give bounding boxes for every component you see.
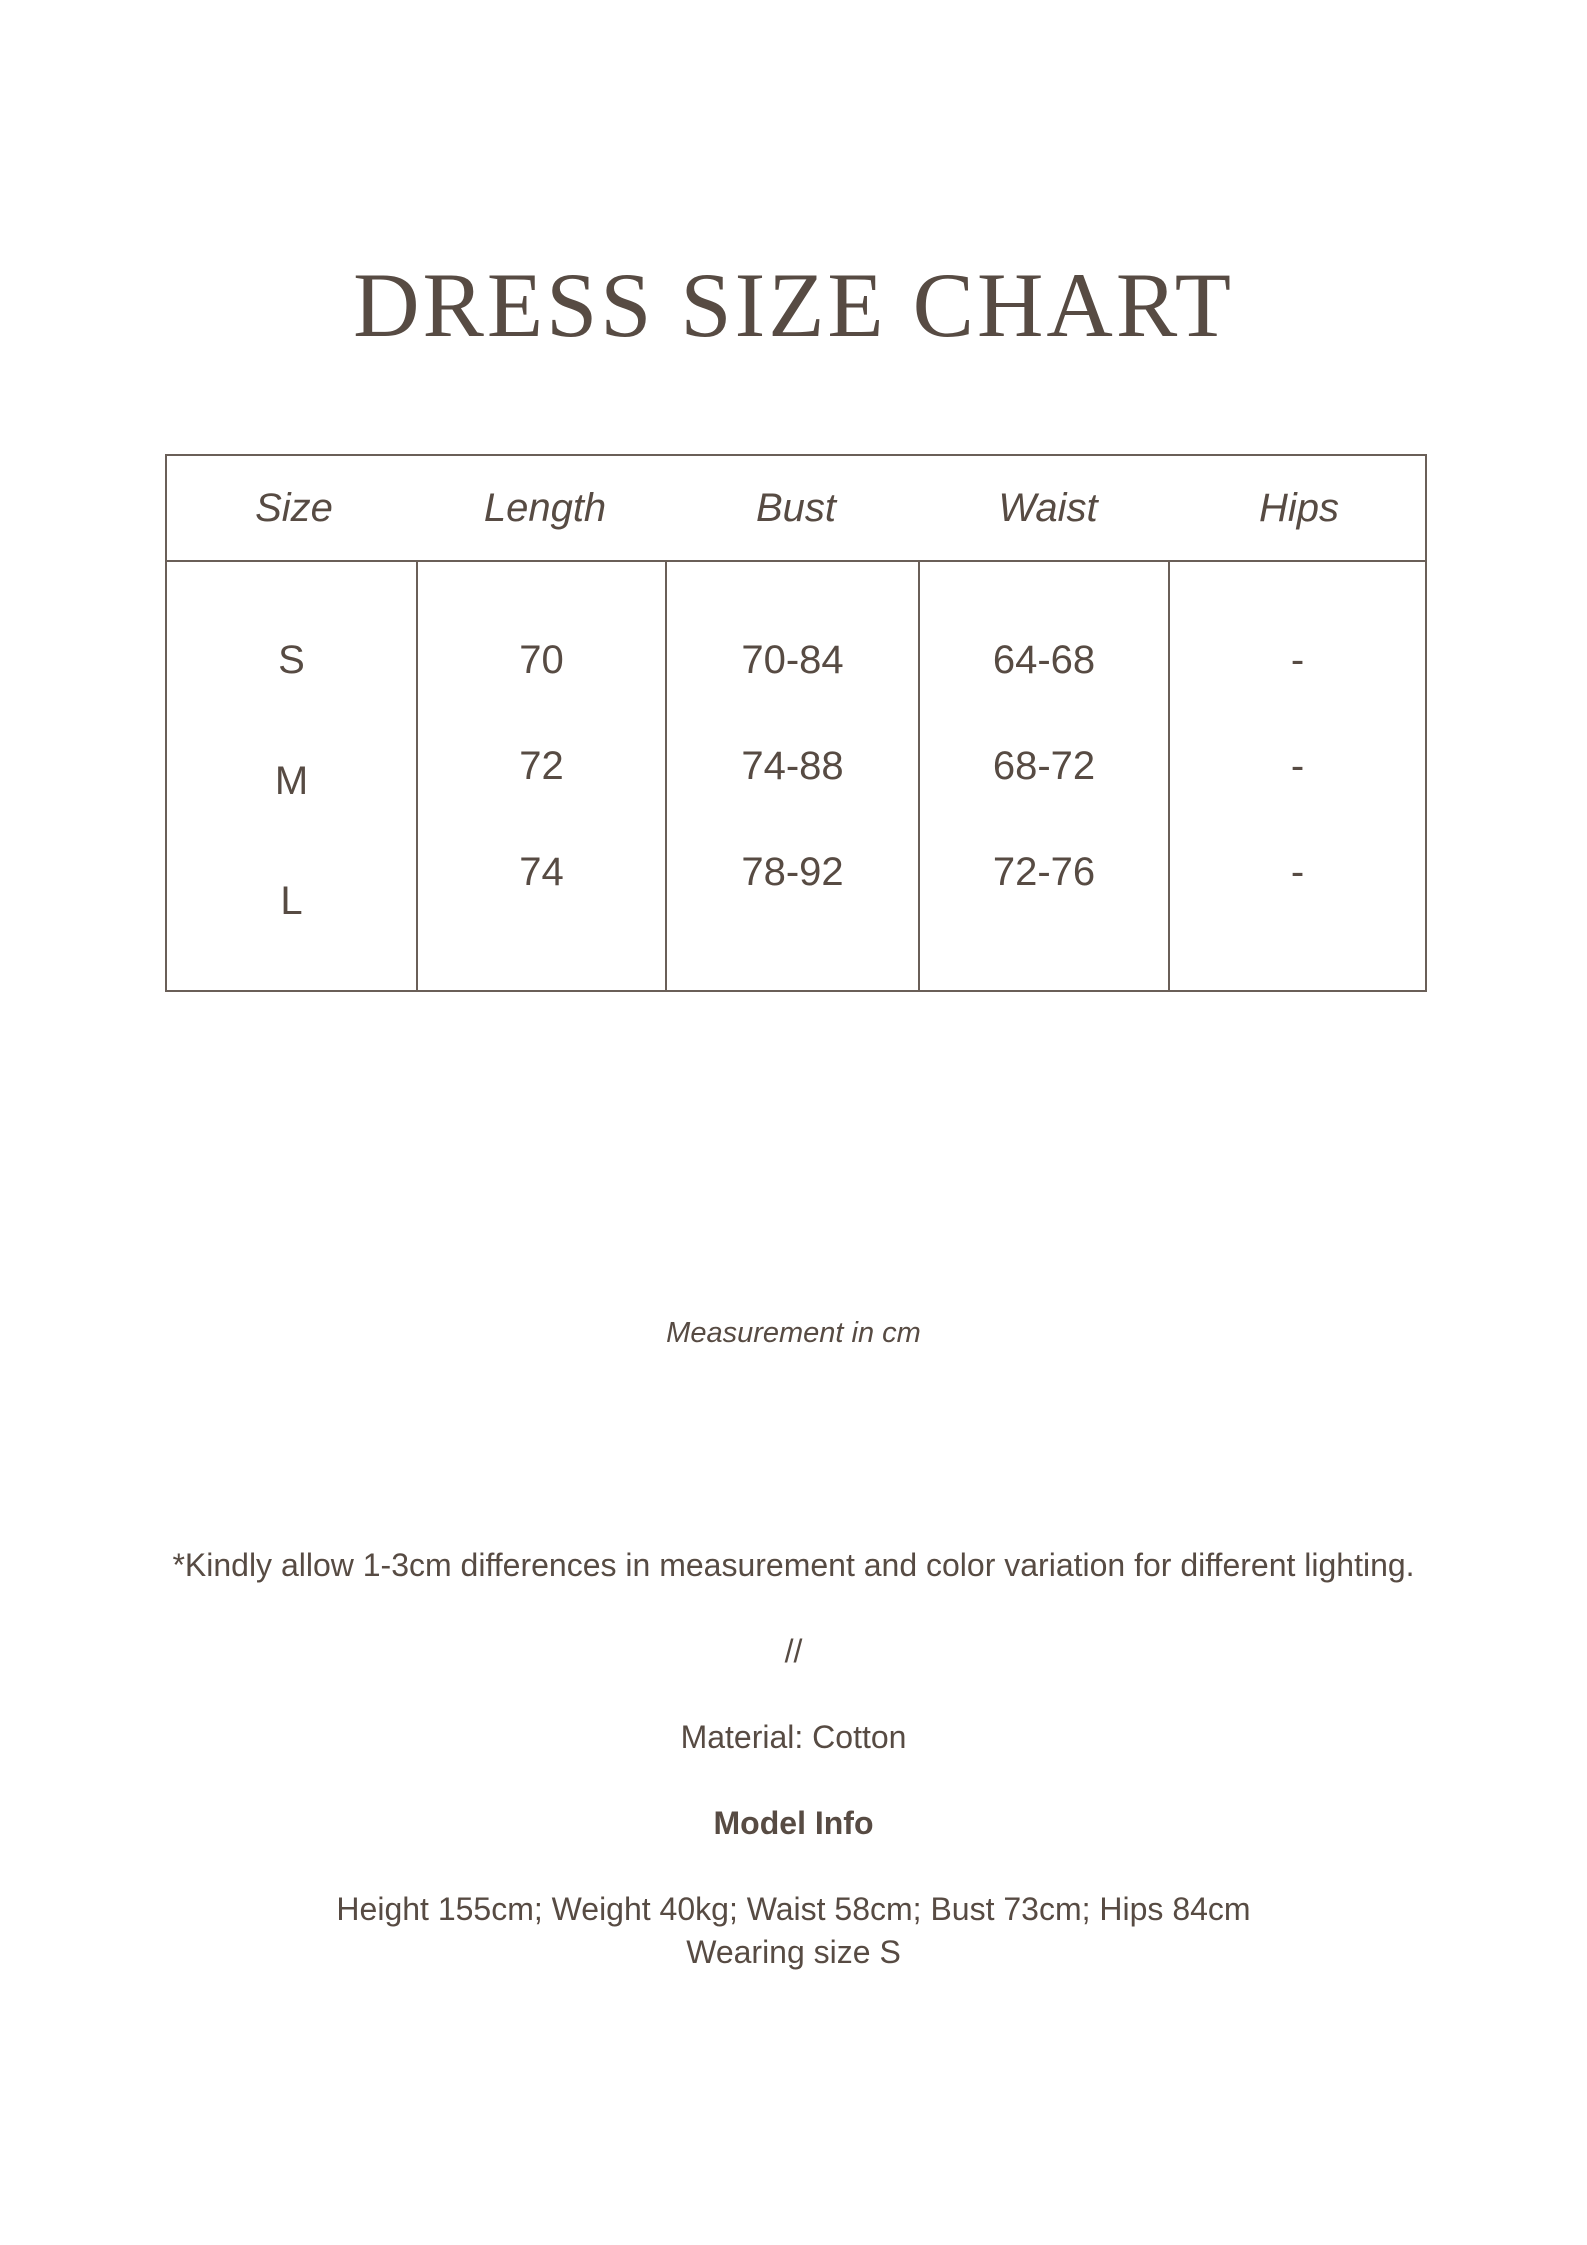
length-cell: 72 (519, 744, 564, 788)
waist-cell: 72-76 (992, 850, 1096, 894)
length-cell: 70 (519, 638, 564, 682)
size-cell: M (274, 759, 309, 803)
hips-cell: - (1290, 638, 1305, 682)
header-hips: Hips (1258, 486, 1340, 530)
header-length: Length (483, 486, 607, 530)
model-info-heading: Model Info (713, 1805, 874, 1841)
header-size: Size (255, 486, 333, 530)
model-stats-text: Height 155cm; Weight 40kg; Waist 58cm; Bust 73cm; Hips 84cm (336, 1891, 1251, 1927)
table-header-row (167, 456, 1425, 562)
waist-cell: 64-68 (992, 638, 1096, 682)
measurement-unit-note: Measurement in cm (666, 1317, 921, 1349)
waist-cell: 68-72 (992, 744, 1096, 788)
header-bust: Bust (755, 486, 837, 530)
hips-cell: - (1290, 850, 1305, 894)
disclaimer-text: *Kindly allow 1-3cm differences in measurement and color variation for different lighting. (172, 1547, 1415, 1583)
hips-cell: - (1290, 744, 1305, 788)
length-cell: 74 (519, 850, 564, 894)
size-cell: L (280, 879, 303, 923)
bust-cell: 78-92 (741, 850, 844, 894)
separator-text: // (784, 1633, 803, 1669)
header-waist: Waist (998, 486, 1098, 530)
size-cell: S (278, 638, 305, 682)
bust-cell: 74-88 (741, 744, 844, 788)
model-wearing-text: Wearing size S (686, 1934, 901, 1970)
material-text: Material: Cotton (680, 1719, 907, 1755)
size-chart-table (165, 454, 1427, 992)
bust-cell: 70-84 (741, 638, 844, 682)
page-title: DRESS SIZE CHART (353, 254, 1234, 356)
